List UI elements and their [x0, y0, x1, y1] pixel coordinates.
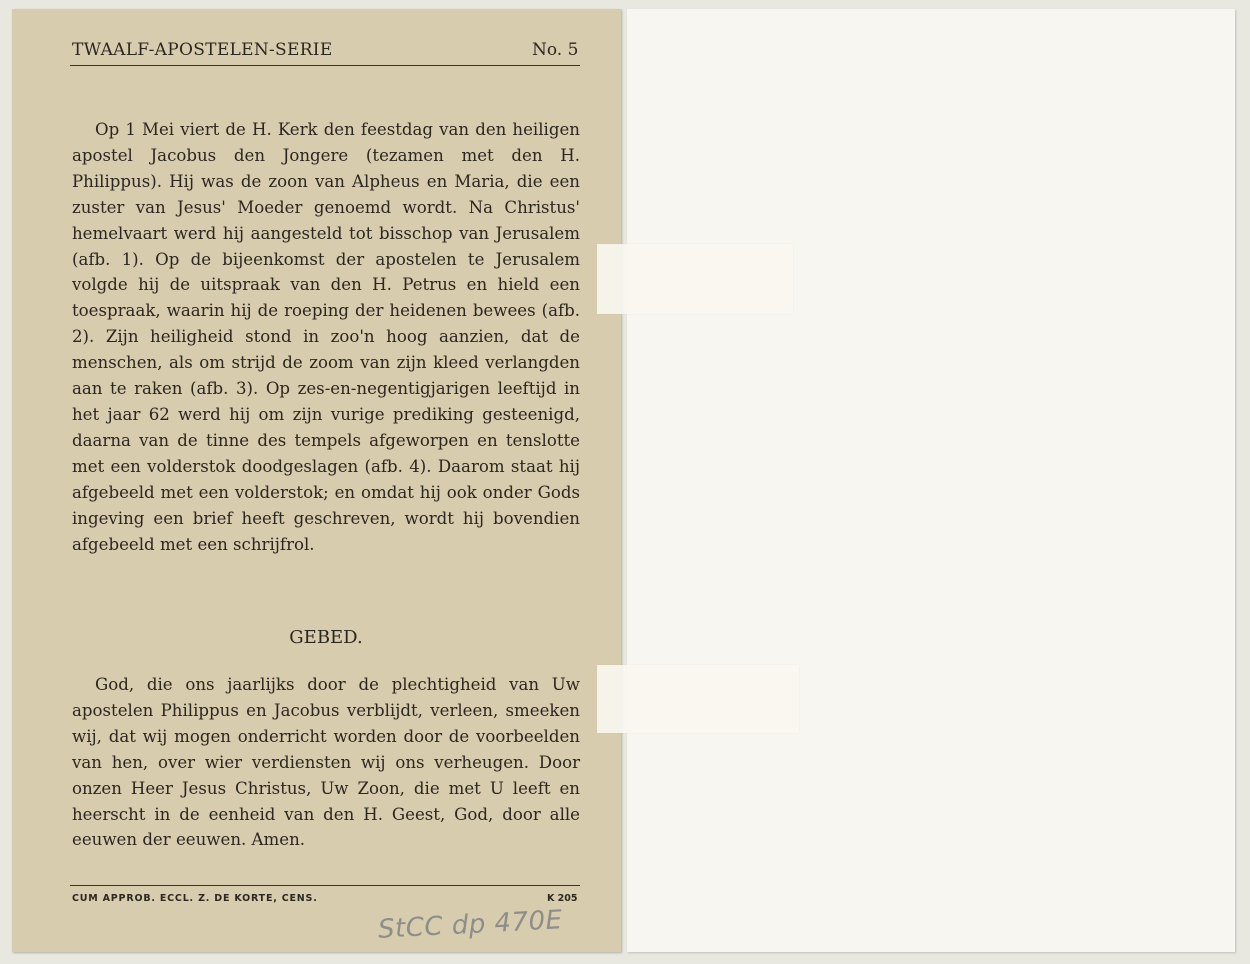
blank-mount-sheet: [627, 9, 1235, 952]
header-rule: [70, 65, 580, 66]
tape-strip: [597, 665, 799, 733]
body-text: Op 1 Mei viert de H. Kerk den feestdag van den heiligen apostel Jacobus den Jongere (tezamen met den H. Philippus). Hij was de zoon van Alpheus en Maria, die een zuster van Jesus' Moeder genoemd wordt. Na Christus' hemelvaart werd hij aangesteld tot bisschop van Jerusalem (afb. 1). Op de bijeenkomst der apostelen te Jerusalem volgde hij de uitspraak van den H. Petrus en hield een toespraak, waarin hij de roeping der heidenen bewees (afb. 2). Zijn heiligheid stond in zoo'n hoog aanzien, dat de menschen, als om strijd de zoom van zijn kleed verlangden aan te raken (afb. 3). Op zes-en-negentigjarigen leeftijd in het jaar 62 werd hij om zijn vurige prediking gesteenigd, daarna van de tinne des tempels afgeworpen en tenslotte met een volderstok doodgeslagen (afb. 4). Daarom staat hij afgebeeld met een volderstok; en omdat hij ook onder Gods ingeving een brief heeft geschreven, wordt hij bovendien afgebeeld met een schrijfrol.: [72, 120, 580, 554]
pencil-shelfmark: StCC dp 470E: [377, 905, 564, 945]
approbation-line: CUM APPROB. ECCL. Z. DE KORTE, CENS.: [72, 893, 318, 904]
series-title: TWAALF-APOSTELEN-SERIE: [72, 40, 333, 60]
footer-rule: [70, 885, 580, 886]
prayer-text: God, die ons jaarlijks door de plechtigheid van Uw apostelen Philippus en Jacobus verblijdt, verleen, smeeken wij, dat wij mogen onderricht worden door de voorbeelden van hen, over wier verdiensten wij ons verheugen. Door onzen Heer Jesus Christus, Uw Zoon, die met U leeft en heerscht in de eenheid van den H. Geest, God, door alle eeuwen der eeuwen. Amen.: [72, 675, 580, 850]
card-number: No. 5: [532, 40, 579, 60]
prayer-title: GEBED.: [289, 627, 363, 648]
print-code: K 205: [547, 893, 578, 904]
tape-strip: [597, 244, 793, 314]
